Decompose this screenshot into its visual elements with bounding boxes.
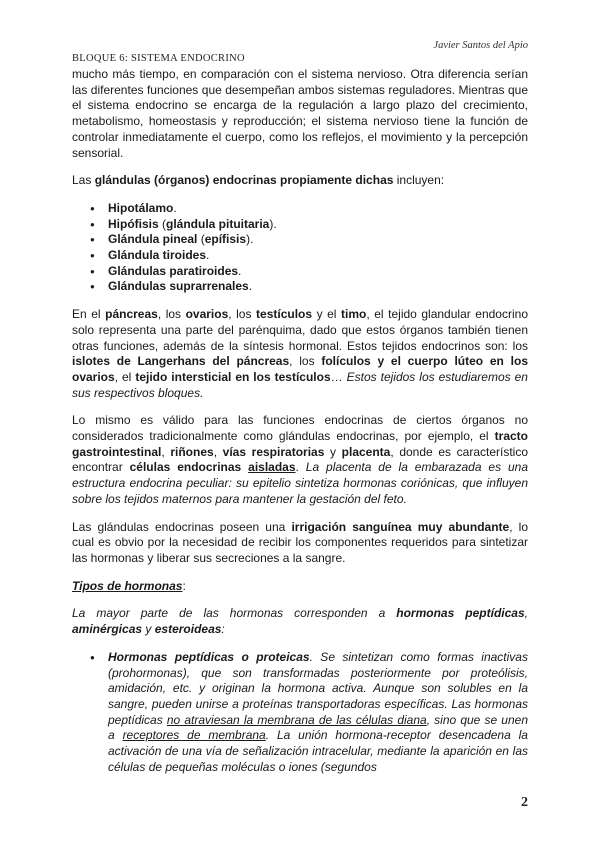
text-run: ,: [213, 444, 223, 459]
text-run: y el: [312, 307, 342, 322]
bold-run: tracto gastrointestinal: [72, 429, 528, 459]
bold-run: testículos: [256, 307, 313, 322]
bold-run: tejido intersticial en los testículos: [135, 369, 331, 384]
text-run: Lo mismo es válido para las funciones endocrinas de ciertos órganos no considerados tradicionalmente como glándulas endocrinas, por ejemplo, el: [72, 413, 528, 444]
hormone-types-list: [72, 650, 528, 776]
types-intro: [72, 606, 528, 637]
italic-run: Estos tejidos los estudiaremos en sus respectivos bloques.: [72, 369, 528, 400]
bold-run: ovarios: [185, 307, 229, 322]
gland-extra: glándula pituitaria: [166, 216, 270, 231]
list-item: [108, 217, 528, 233]
text-run: . Se sintetizan como formas inactivas (prohormonas), que son transformadas posteriormente por proteólisis, amidación, etc. y originan la hormona activa. Aunque son solubles en la sangre, pueden unirse a proteínas transportadoras específicas. Las hormonas peptídicas: [108, 649, 528, 727]
paragraph-5: [72, 520, 528, 567]
list-item: [108, 201, 528, 217]
gland-name: Glándulas suprarrenales: [108, 279, 249, 294]
gland-end: .: [248, 279, 253, 294]
bold-run: irrigación sanguínea muy abundante: [291, 519, 510, 534]
bold-run: riñones: [170, 444, 214, 459]
glands-intro-pre: Las: [72, 173, 95, 188]
text-run: . La unión hormona-receptor desencadena la activación de una vía de señalización intracelular, mediante la aparición en las células de pequeñas moléculas o iones (segundos: [108, 728, 528, 774]
bold-run: hormonas peptídicas: [396, 606, 525, 621]
bold-run: Hormonas peptídicas o proteicas: [108, 649, 310, 664]
gland-name: Glándula pineal: [108, 232, 198, 247]
bold-run: páncreas: [105, 307, 158, 322]
page-number: 2: [521, 795, 528, 810]
gland-extra-open: (: [197, 232, 205, 247]
paragraph-3: [72, 307, 528, 401]
text-run: …: [330, 369, 347, 384]
page-body: [72, 67, 528, 775]
block-title: BLOQUE 6: SISTEMA ENDOCRINO: [72, 53, 245, 64]
gland-end: .: [238, 263, 242, 278]
text-run: En el: [72, 307, 106, 322]
text-run: , los: [228, 307, 257, 322]
gland-extra-close: ): [246, 232, 251, 247]
glands-intro: [72, 173, 528, 189]
text-run: .: [295, 460, 306, 475]
bold-run: placenta: [341, 444, 391, 459]
bold-run: células endocrinas: [129, 460, 242, 475]
types-heading: [72, 579, 528, 595]
paragraph-4: [72, 413, 528, 507]
bold-run: vías respiratorias: [222, 444, 325, 459]
list-item: [108, 650, 528, 776]
text-run: ,: [161, 444, 171, 459]
list-item: [108, 248, 528, 264]
text-run: :: [221, 622, 225, 637]
gland-end: .: [273, 216, 277, 231]
text-run: , los: [289, 354, 322, 369]
text-run: , sino que se unen a: [108, 712, 529, 743]
underlined-run: receptores de membrana: [122, 728, 266, 743]
bold-underlined-run: aisladas: [248, 460, 296, 475]
text-run: Las glándulas endocrinas poseen una: [72, 519, 292, 534]
gland-end: .: [250, 232, 254, 247]
paragraph-1: mucho más tiempo, en comparación con el sistema nervioso. Otra diferencia serían las diferentes funciones que desempeñan ambos sistemas reguladores. Mientras que el sistema endocrino se encarga de la regulación a largo plazo del crecimiento, metabolismo, homeostasis y reproducción; el sistema nervioso tiene la función de controlar inmediatamente el cuerpo, como los reflejos, el movimiento y la percepción sensorial.: [72, 67, 528, 160]
glands-list: [72, 201, 528, 295]
list-item: [108, 279, 528, 295]
text-run: La mayor parte de las hormonas corresponden a: [72, 606, 397, 621]
italic-run: La placenta de la embarazada es una estructura endocrina peculiar: su epitelio sintetiza hormonas coriónicas, que influyen sobre los tejidos maternos para mantener la gestación del feto.: [72, 460, 529, 506]
bold-run: timo: [341, 307, 367, 322]
author-name: Javier Santos del Apio: [433, 40, 528, 51]
text-run: , el: [114, 369, 136, 384]
bold-run: islotes de Langerhans del páncreas: [72, 354, 290, 369]
gland-name: Glándula tiroides: [108, 248, 207, 263]
text-run: y: [142, 622, 155, 637]
types-heading-text: Tipos de hormonas: [72, 578, 183, 593]
gland-name: Glándulas paratiroides: [108, 263, 239, 278]
gland-extra-close: ): [269, 216, 274, 231]
bold-run: folículos y el cuerpo lúteo en los ovarios: [72, 354, 528, 384]
bold-run: aminérgicas: [72, 622, 143, 637]
text-run: , lo cual es obvio por la necesidad de recibir los componentes requeridos para sintetizar las hormonas y liberar sus secreciones a la sangre.: [72, 519, 529, 565]
glands-intro-bold: glándulas (órganos) endocrinas propiamente dichas: [94, 173, 394, 188]
glands-intro-post: incluyen:: [393, 173, 445, 188]
gland-end: .: [206, 248, 210, 263]
text-run: , el tejido glandular endocrino solo representa una parte del parénquima, dado que estos órganos también tienen otras funciones, además de la síntesis hormonal. Estos tejidos endocrinos son: los: [72, 307, 528, 353]
text-run: , donde es característico encontrar: [72, 444, 528, 475]
text-run: , los: [157, 307, 186, 322]
gland-extra: epífisis: [204, 232, 247, 247]
gland-extra-open: (: [158, 216, 167, 231]
list-item: [108, 264, 528, 280]
text-run: ,: [524, 606, 528, 621]
gland-name: Hipotálamo: [108, 200, 174, 215]
text-run: y: [324, 444, 342, 459]
gland-end: .: [173, 200, 177, 215]
bold-run: esteroideas: [154, 622, 222, 637]
underlined-run: no atraviesan la membrana de las células diana: [166, 712, 427, 727]
text-run: :: [182, 578, 186, 593]
list-item: [108, 232, 528, 248]
gland-name: Hipófisis: [108, 216, 159, 231]
